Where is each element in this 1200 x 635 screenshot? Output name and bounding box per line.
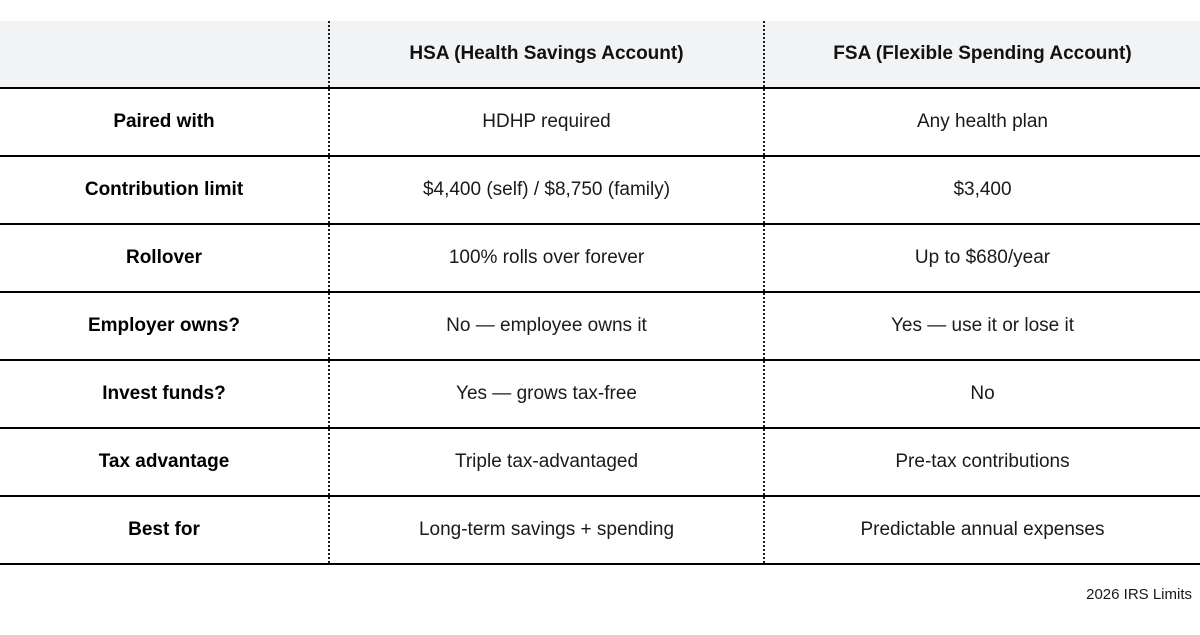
table-header — [0, 21, 1200, 88]
cell-hsa-employer-owns: No — employee owns it — [329, 292, 764, 360]
cell-fsa-contribution-limit: $3,400 — [953, 179, 1012, 200]
row-label-contribution-limit: Contribution limit — [0, 156, 329, 224]
cell-hsa-tax-advantage: Triple tax-advantaged — [329, 428, 764, 496]
table-row — [0, 428, 1200, 496]
column-header-label — [0, 21, 329, 88]
table-row — [0, 360, 1200, 428]
row-label-invest-funds: Invest funds? — [0, 360, 329, 428]
row-label-rollover: Rollover — [0, 224, 329, 292]
table-row — [0, 88, 1200, 156]
hsa-fsa-comparison-table — [0, 21, 1200, 565]
table-row — [0, 224, 1200, 292]
table-row — [0, 156, 1200, 224]
cell-fsa-best-for: Predictable annual expenses — [860, 519, 1105, 540]
cell-hsa-best-for: Long-term savings + spending — [329, 496, 764, 564]
cell-hsa-rollover: 100% rolls over forever — [329, 224, 764, 292]
table-header-row — [0, 21, 1200, 88]
cell-hsa-contribution-limit: $4,400 (self) / $8,750 (family) — [329, 156, 764, 224]
table-body — [0, 88, 1200, 564]
row-label-employer-owns: Employer owns? — [0, 292, 329, 360]
column-header-fsa: FSA (Flexible Spending Account) — [833, 43, 1132, 64]
row-label-paired-with: Paired with — [0, 88, 329, 156]
cell-hsa-invest-funds: Yes — grows tax-free — [329, 360, 764, 428]
table-row — [0, 292, 1200, 360]
cell-hsa-paired-with: HDHP required — [329, 88, 764, 156]
table-row — [0, 496, 1200, 564]
cell-fsa-tax-advantage: Pre-tax contributions — [895, 451, 1070, 472]
table-caption: 2026 IRS Limits — [1086, 586, 1192, 603]
column-header-hsa: HSA (Health Savings Account) — [329, 21, 764, 88]
cell-fsa-paired-with: Any health plan — [917, 111, 1048, 132]
cell-fsa-rollover: Up to $680/year — [914, 247, 1051, 268]
cell-fsa-invest-funds: No — [970, 383, 995, 404]
row-label-best-for: Best for — [0, 496, 329, 564]
cell-fsa-employer-owns: Yes — use it or lose it — [890, 315, 1075, 336]
row-label-tax-advantage: Tax advantage — [0, 428, 329, 496]
